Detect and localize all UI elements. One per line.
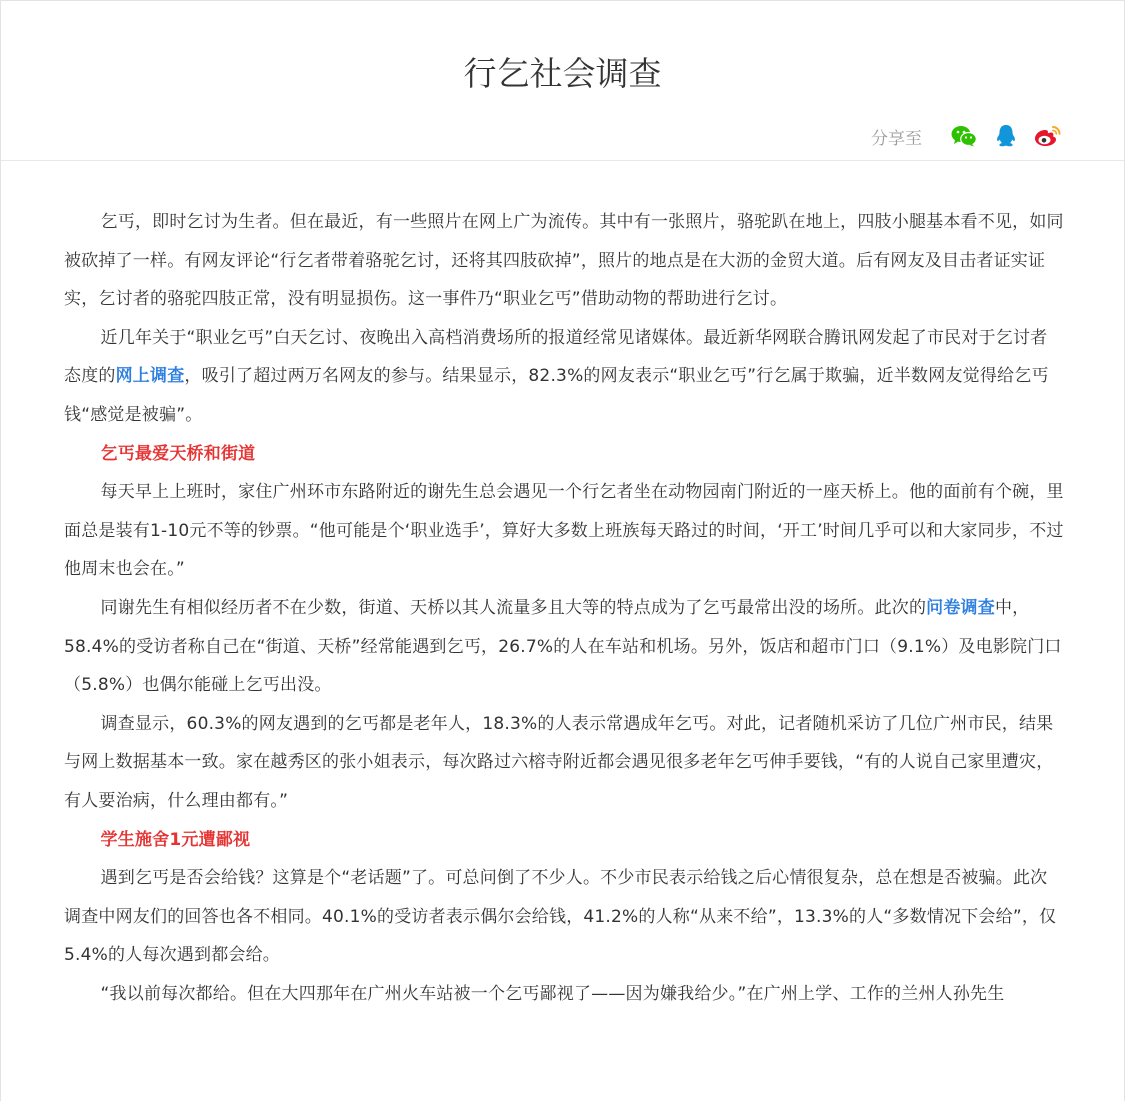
qq-icon[interactable] [992, 122, 1020, 150]
paragraph [64, 319, 1064, 435]
paragraph: “我以前每次都给。但在大四那年在广州火车站被一个乞丐鄙视了——因为嫌我给少。”在广州上学、工作的兰州人孙先生 [100, 983, 1005, 1004]
wechat-icon[interactable] [950, 122, 978, 150]
paragraph [64, 589, 1064, 705]
section-heading: 学生施舍1元遭鄙视 [100, 829, 251, 850]
paragraph-text: 同谢先生有相似经历者不在少数，街道、天桥以其人流量多且大等的特点成为了乞丐最常出没的场所。此次的 [100, 597, 927, 618]
weibo-icon[interactable] [1034, 122, 1062, 150]
paragraph: 调查显示，60.3%的网友遇到的乞丐都是老年人，18.3%的人表示常遇成年乞丐。对此，记者随机采访了几位广州市民，结果与网上数据基本一致。家在越秀区的张小姐表示，每次路过六榕寺附近都会遇见很多老年乞丐伸手要钱，“有的人说自己家里遭灾，有人要治病，什么理由都有。” [64, 713, 1054, 811]
section-heading: 乞丐最爱天桥和街道 [100, 443, 256, 464]
page-title: 行乞社会调查 [463, 54, 662, 93]
paragraph: 遇到乞丐是否会给钱？这算是个“老话题”了。可总问倒了不少人。不少市民表示给钱之后心情很复杂，总在想是否被骗。此次调查中网友们的回答也各不相同。40.1%的受访者表示偶尔会给钱，41.2%的人称“从来不给”，13.3%的人“多数情况下会给”，仅5.4%的人每次遇到都会给。 [64, 868, 1057, 966]
paragraph-text: 近几年关于“职业乞丐”白天乞讨、夜晚出入高档消费场所的报道经常见诸媒体。最近新华网联合腾讯网发起了市民对于乞讨者态度的 [64, 327, 1048, 387]
paragraph-text: 中，58.4%的受访者称自己在“街道、天桥”经常能遇到乞丐，26.7%的人在车站和机场。另外，饭店和超市门口（9.1%）及电影院门口（5.8%）也偶尔能碰上乞丐出没。 [64, 597, 1062, 696]
article-header [1, 1, 1124, 161]
questionnaire-link[interactable]: 问卷调查 [926, 597, 995, 618]
paragraph: 乞丐，即时乞讨为生者。但在最近，有一些照片在网上广为流传。其中有一张照片，骆驼趴在地上，四肢小腿基本看不见，如同被砍掉了一样。有网友评论“行乞者带着骆驼乞讨，还将其四肢砍掉”，照片的地点是在大沥的金贸大道。后有网友及目击者证实证实，乞讨者的骆驼四肢正常，没有明显损伤。这一事件乃“职业乞丐”借助动物的帮助进行乞讨。 [64, 212, 1064, 310]
article-body [64, 203, 1064, 1013]
online-survey-link[interactable]: 网上调查 [115, 366, 185, 387]
share-label: 分享至 [871, 128, 922, 149]
paragraph: 每天早上上班时，家住广州环市东路附近的谢先生总会遇见一个行乞者坐在动物园南门附近的一座天桥上。他的面前有个碗，里面总是装有1-10元不等的钞票。“他可能是个‘职业选手’，算好大多数上班族每天路过的时间，‘开工’时间几乎可以和大家同步，不过他周末也会在。” [64, 482, 1064, 580]
share-bar [871, 121, 1062, 151]
paragraph-text: ，吸引了超过两万名网友的参与。结果显示，82.3%的网友表示“职业乞丐”行乞属于欺骗，近半数网友觉得给乞丐钱“感觉是被骗”。 [64, 366, 1049, 425]
